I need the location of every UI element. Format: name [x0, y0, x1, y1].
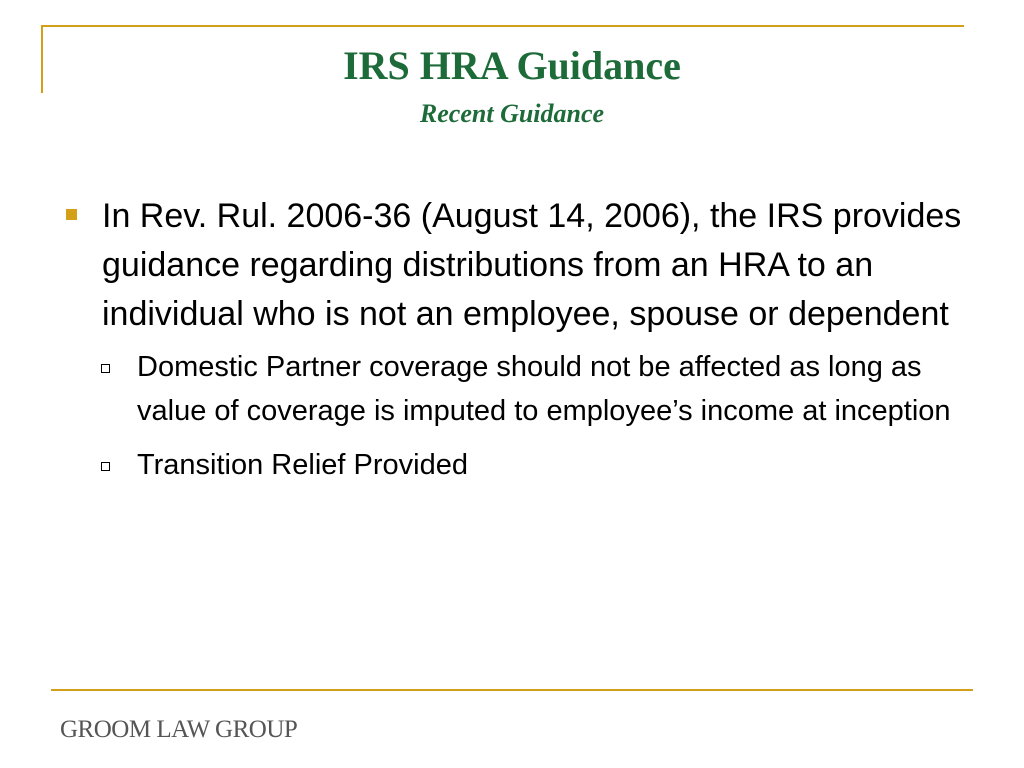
slide-title: IRS HRA Guidance	[343, 43, 681, 88]
sub-bullet-list	[62, 345, 972, 487]
sub-bullet-text: Domestic Partner coverage should not be affected as long as value of coverage is imputed to employee’s income at inception	[137, 351, 951, 427]
slide-body	[62, 192, 972, 487]
square-bullet-icon	[66, 209, 77, 220]
top-frame-line	[41, 25, 964, 27]
bullet-item	[62, 192, 972, 339]
hollow-square-bullet-icon	[101, 462, 110, 471]
slide-subtitle: Recent Guidance	[419, 99, 605, 128]
hollow-square-bullet-icon	[101, 364, 110, 373]
sub-bullet-text: Transition Relief Provided	[137, 449, 468, 481]
company-logo: GROOM LAW GROUP	[60, 716, 298, 743]
footer-line	[51, 689, 973, 691]
bullet-text: In Rev. Rul. 2006-36 (August 14, 2006), the IRS provides guidance regarding distributions from an HRA to an individual who is not an employee, spouse or dependent	[102, 197, 962, 333]
sub-bullet-item	[137, 345, 972, 433]
sub-bullet-item	[137, 443, 972, 487]
